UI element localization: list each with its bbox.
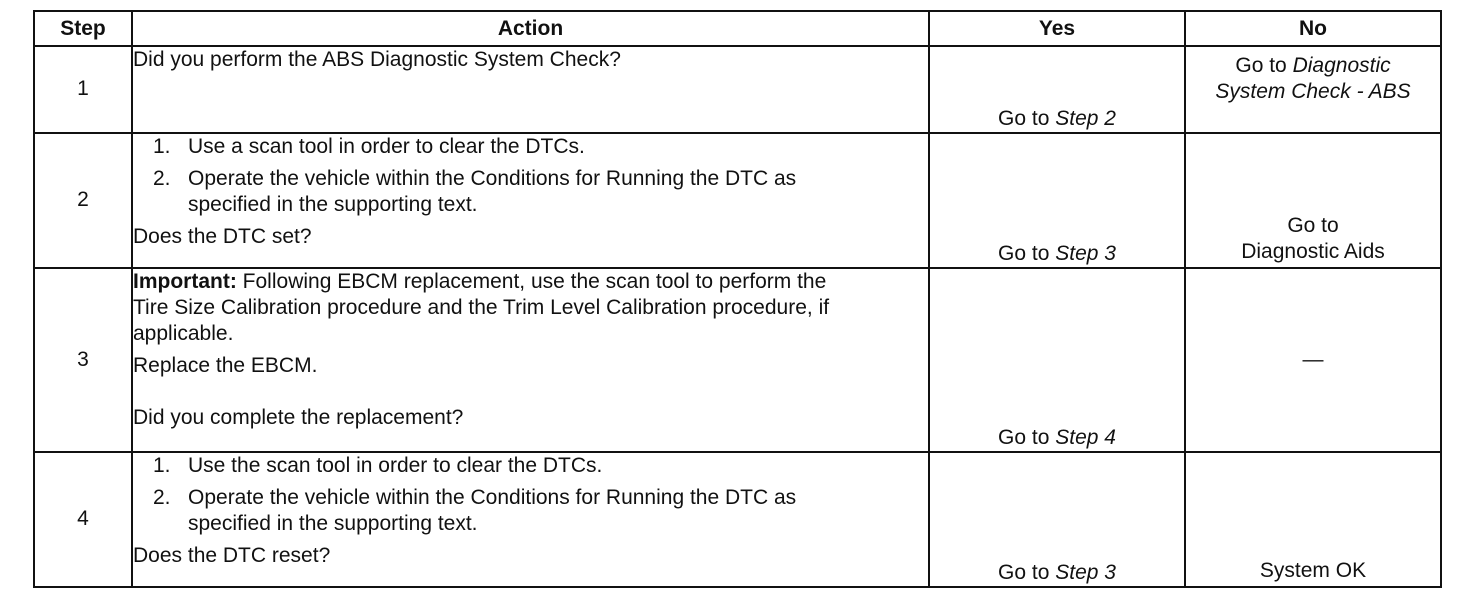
header-action: Action <box>132 11 929 46</box>
question-text: Does the DTC set? <box>133 224 312 248</box>
no-result: System OK <box>1259 559 1367 582</box>
important-label: Important: <box>133 270 237 294</box>
question-text: Did you perform the ABS Diagnostic System Check? <box>133 48 621 71</box>
action-cell <box>132 46 929 133</box>
step-number: 4 <box>34 452 132 587</box>
yes-cell <box>929 268 1185 452</box>
header-row <box>34 11 1441 46</box>
yes-cell <box>929 46 1185 133</box>
list-item-number: 2. <box>153 166 171 190</box>
yes-prefix: Go to <box>998 106 1050 130</box>
yes-cell <box>929 452 1185 587</box>
yes-step-ref: Step 2 <box>1055 106 1116 130</box>
question-text: Did you complete the replacement? <box>133 406 464 430</box>
yes-step-ref: Step 3 <box>1055 561 1116 584</box>
list-item <box>133 485 928 537</box>
no-cell <box>1185 452 1441 587</box>
yes-prefix: Go to <box>998 561 1050 584</box>
no-line2: Diagnostic Aids <box>1241 240 1385 264</box>
no-prefix: Go to <box>1235 54 1287 77</box>
list-item-text: Use a scan tool in order to clear the DTCs. <box>188 134 585 158</box>
step-number: 2 <box>34 133 132 268</box>
no-cell <box>1185 133 1441 268</box>
question-text: Does the DTC reset? <box>133 543 331 567</box>
no-cell <box>1185 46 1441 133</box>
header-no: No <box>1185 11 1441 46</box>
list-item <box>133 134 928 160</box>
important-text: Following EBCM replacement, use the scan tool to perform the Tire Size Calibration procedure and the Trim Level Calibration procedure, if applicable. <box>133 270 830 346</box>
list-item-number: 2. <box>153 485 171 509</box>
no-cell <box>1185 268 1441 452</box>
yes-step-ref: Step 3 <box>1055 242 1116 266</box>
table-row <box>34 452 1441 587</box>
header-yes: Yes <box>929 11 1185 46</box>
table-row <box>34 46 1441 133</box>
action-cell <box>132 268 929 452</box>
yes-cell <box>929 133 1185 268</box>
list-item-text: Operate the vehicle within the Conditions for Running the DTC as specified in the supporting text. <box>188 166 797 216</box>
instruction-text: Replace the EBCM. <box>133 354 318 378</box>
table-row <box>34 268 1441 452</box>
table-row <box>34 133 1441 268</box>
list-item-text: Use the scan tool in order to clear the DTCs. <box>188 453 603 477</box>
no-dash: — <box>1302 347 1324 371</box>
action-cell <box>132 133 929 268</box>
no-ref-line1: Diagnostic <box>1292 54 1391 77</box>
list-item <box>133 453 928 479</box>
action-steps-list <box>133 453 928 537</box>
step-number: 3 <box>34 268 132 452</box>
list-item-text: Operate the vehicle within the Conditions for Running the DTC as specified in the supporting text. <box>188 485 797 535</box>
action-cell <box>132 452 929 587</box>
list-item-number: 1. <box>153 453 171 477</box>
no-ref-line2: System Check - ABS <box>1215 80 1411 103</box>
yes-prefix: Go to <box>998 242 1050 266</box>
step-number: 1 <box>34 46 132 133</box>
list-item-number: 1. <box>153 134 171 158</box>
diagnostic-table <box>33 10 1442 588</box>
yes-step-ref: Step 4 <box>1055 425 1116 449</box>
no-line1: Go to <box>1287 214 1339 238</box>
important-note <box>133 269 928 347</box>
yes-prefix: Go to <box>998 425 1050 449</box>
list-item <box>133 166 928 218</box>
action-steps-list <box>133 134 928 218</box>
header-step: Step <box>34 11 132 46</box>
